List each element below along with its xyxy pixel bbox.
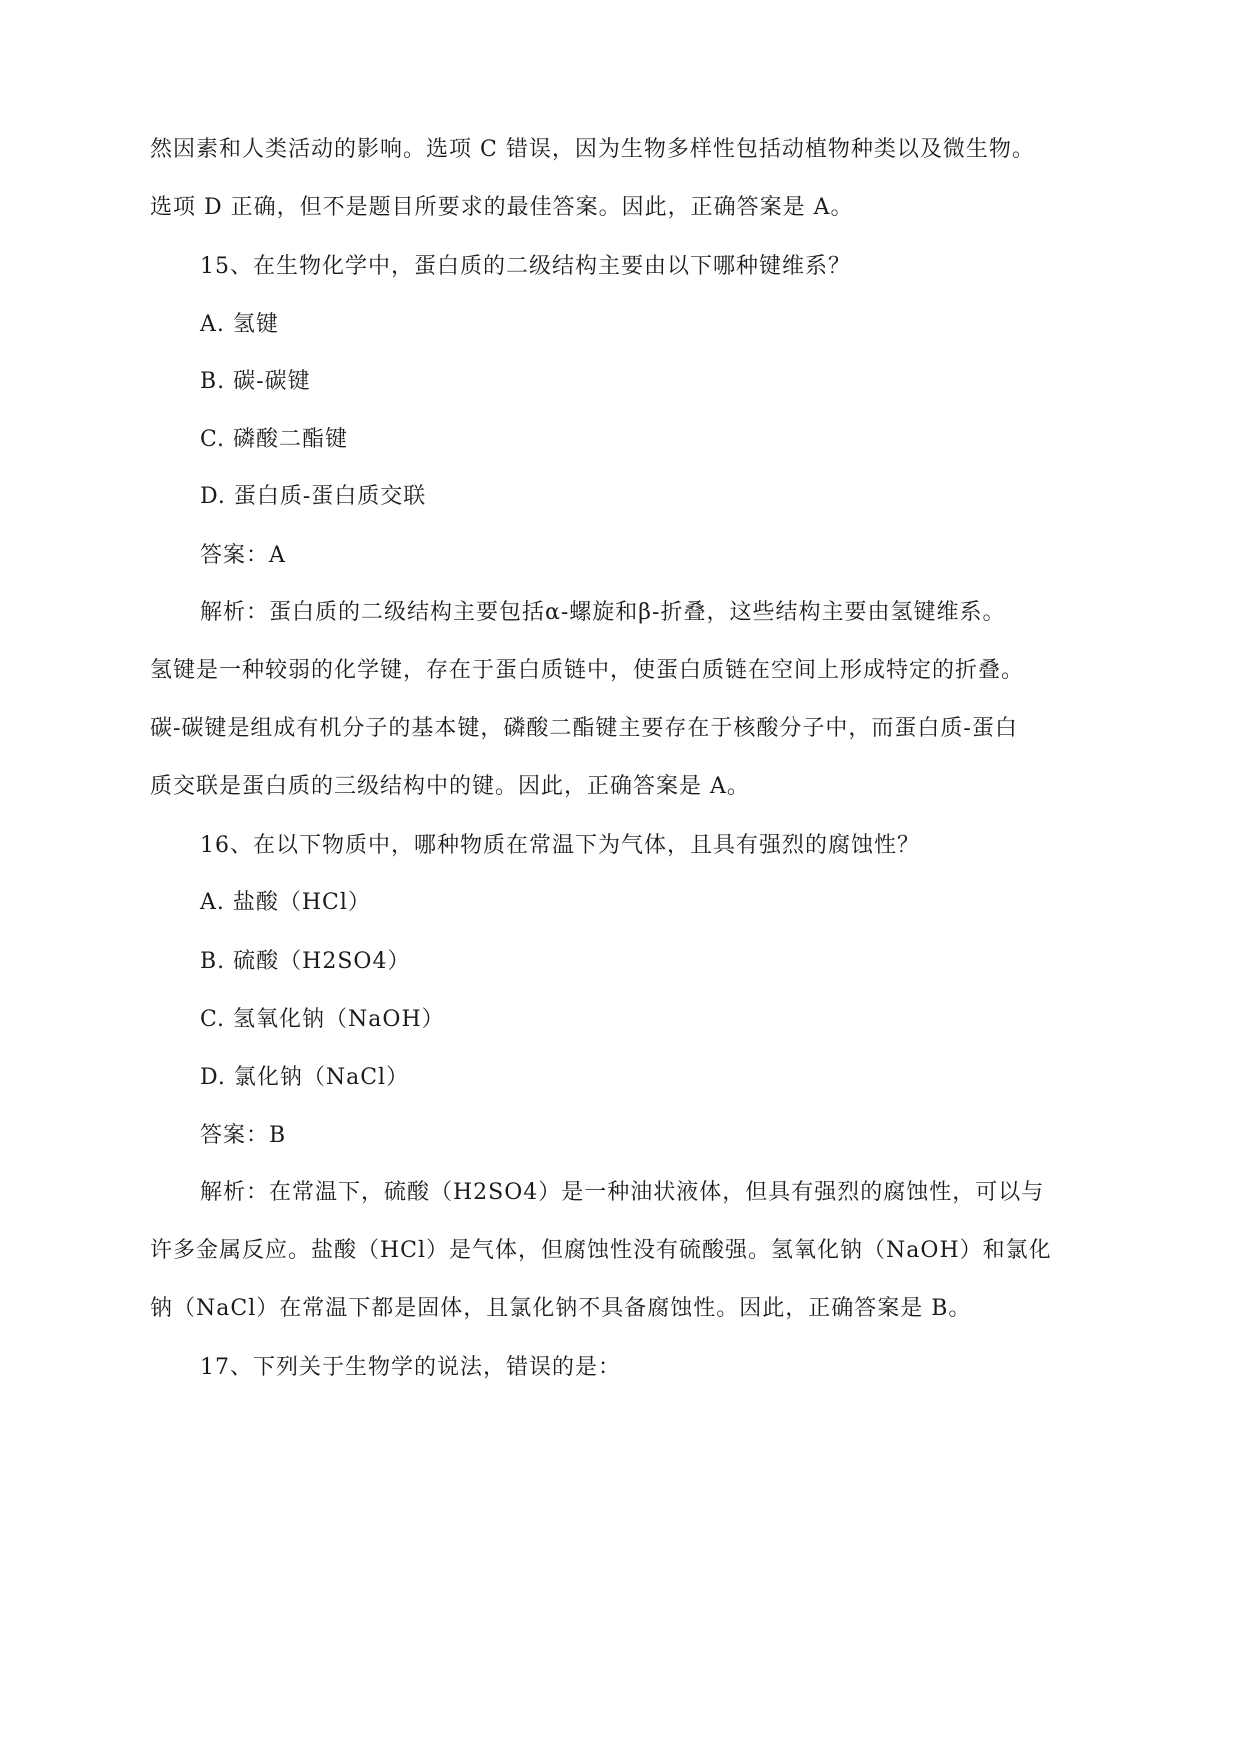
question-15-explanation-line: 氢键是一种较弱的化学键，存在于蛋白质链中，使蛋白质链在空间上形成特定的折叠。 [150, 658, 1025, 683]
question-16-stem: 16、在以下物质中，哪种物质在常温下为气体，且具有强烈的腐蚀性？ [200, 833, 920, 858]
prev-explanation-line: 然因素和人类活动的影响。选项 C 错误，因为生物多样性包括动植物种类以及微生物。 [150, 137, 1035, 162]
question-16-option-b: B. 硫酸（H2SO4） [200, 949, 411, 974]
question-15-option-a: A. 氢键 [200, 312, 279, 337]
question-16-explanation-line: 钠（NaCl）在常温下都是固体，且氯化钠不具备腐蚀性。因此，正确答案是 B。 [150, 1296, 972, 1321]
question-16-explanation-line: 解析：在常温下，硫酸（H2SO4）是一种油状液体，但具有强烈的腐蚀性，可以与 [200, 1180, 1045, 1205]
question-15-explanation-line: 解析：蛋白质的二级结构主要包括α-螺旋和β-折叠，这些结构主要由氢键维系。 [200, 600, 1006, 625]
question-15-explanation-line: 碳-碳键是组成有机分子的基本键，磷酸二酯键主要存在于核酸分子中，而蛋白质-蛋白 [150, 716, 1018, 741]
question-16-option-a: A. 盐酸（HCl） [200, 890, 371, 915]
question-16-option-c: C. 氢氧化钠（NaOH） [200, 1007, 445, 1032]
question-15-option-d: D. 蛋白质-蛋白质交联 [200, 484, 427, 509]
question-15-option-c: C. 磷酸二酯键 [200, 427, 349, 452]
prev-explanation-line: 选项 D 正确，但不是题目所要求的最佳答案。因此，正确答案是 A。 [150, 195, 854, 220]
question-15-explanation-line: 质交联是蛋白质的三级结构中的键。因此，正确答案是 A。 [150, 774, 750, 799]
question-15-answer: 答案：A [200, 543, 286, 568]
question-16-option-d: D. 氯化钠（NaCl） [200, 1065, 410, 1090]
question-16-explanation-line: 许多金属反应。盐酸（HCl）是气体，但腐蚀性没有硫酸强。氢氧化钠（NaOH）和氯化 [150, 1238, 1052, 1263]
question-15-option-b: B. 碳-碳键 [200, 369, 311, 394]
question-16-answer: 答案：B [200, 1123, 287, 1148]
question-17-stem: 17、下列关于生物学的说法，错误的是： [200, 1355, 621, 1380]
question-15-stem: 15、在生物化学中，蛋白质的二级结构主要由以下哪种键维系？ [200, 254, 851, 279]
